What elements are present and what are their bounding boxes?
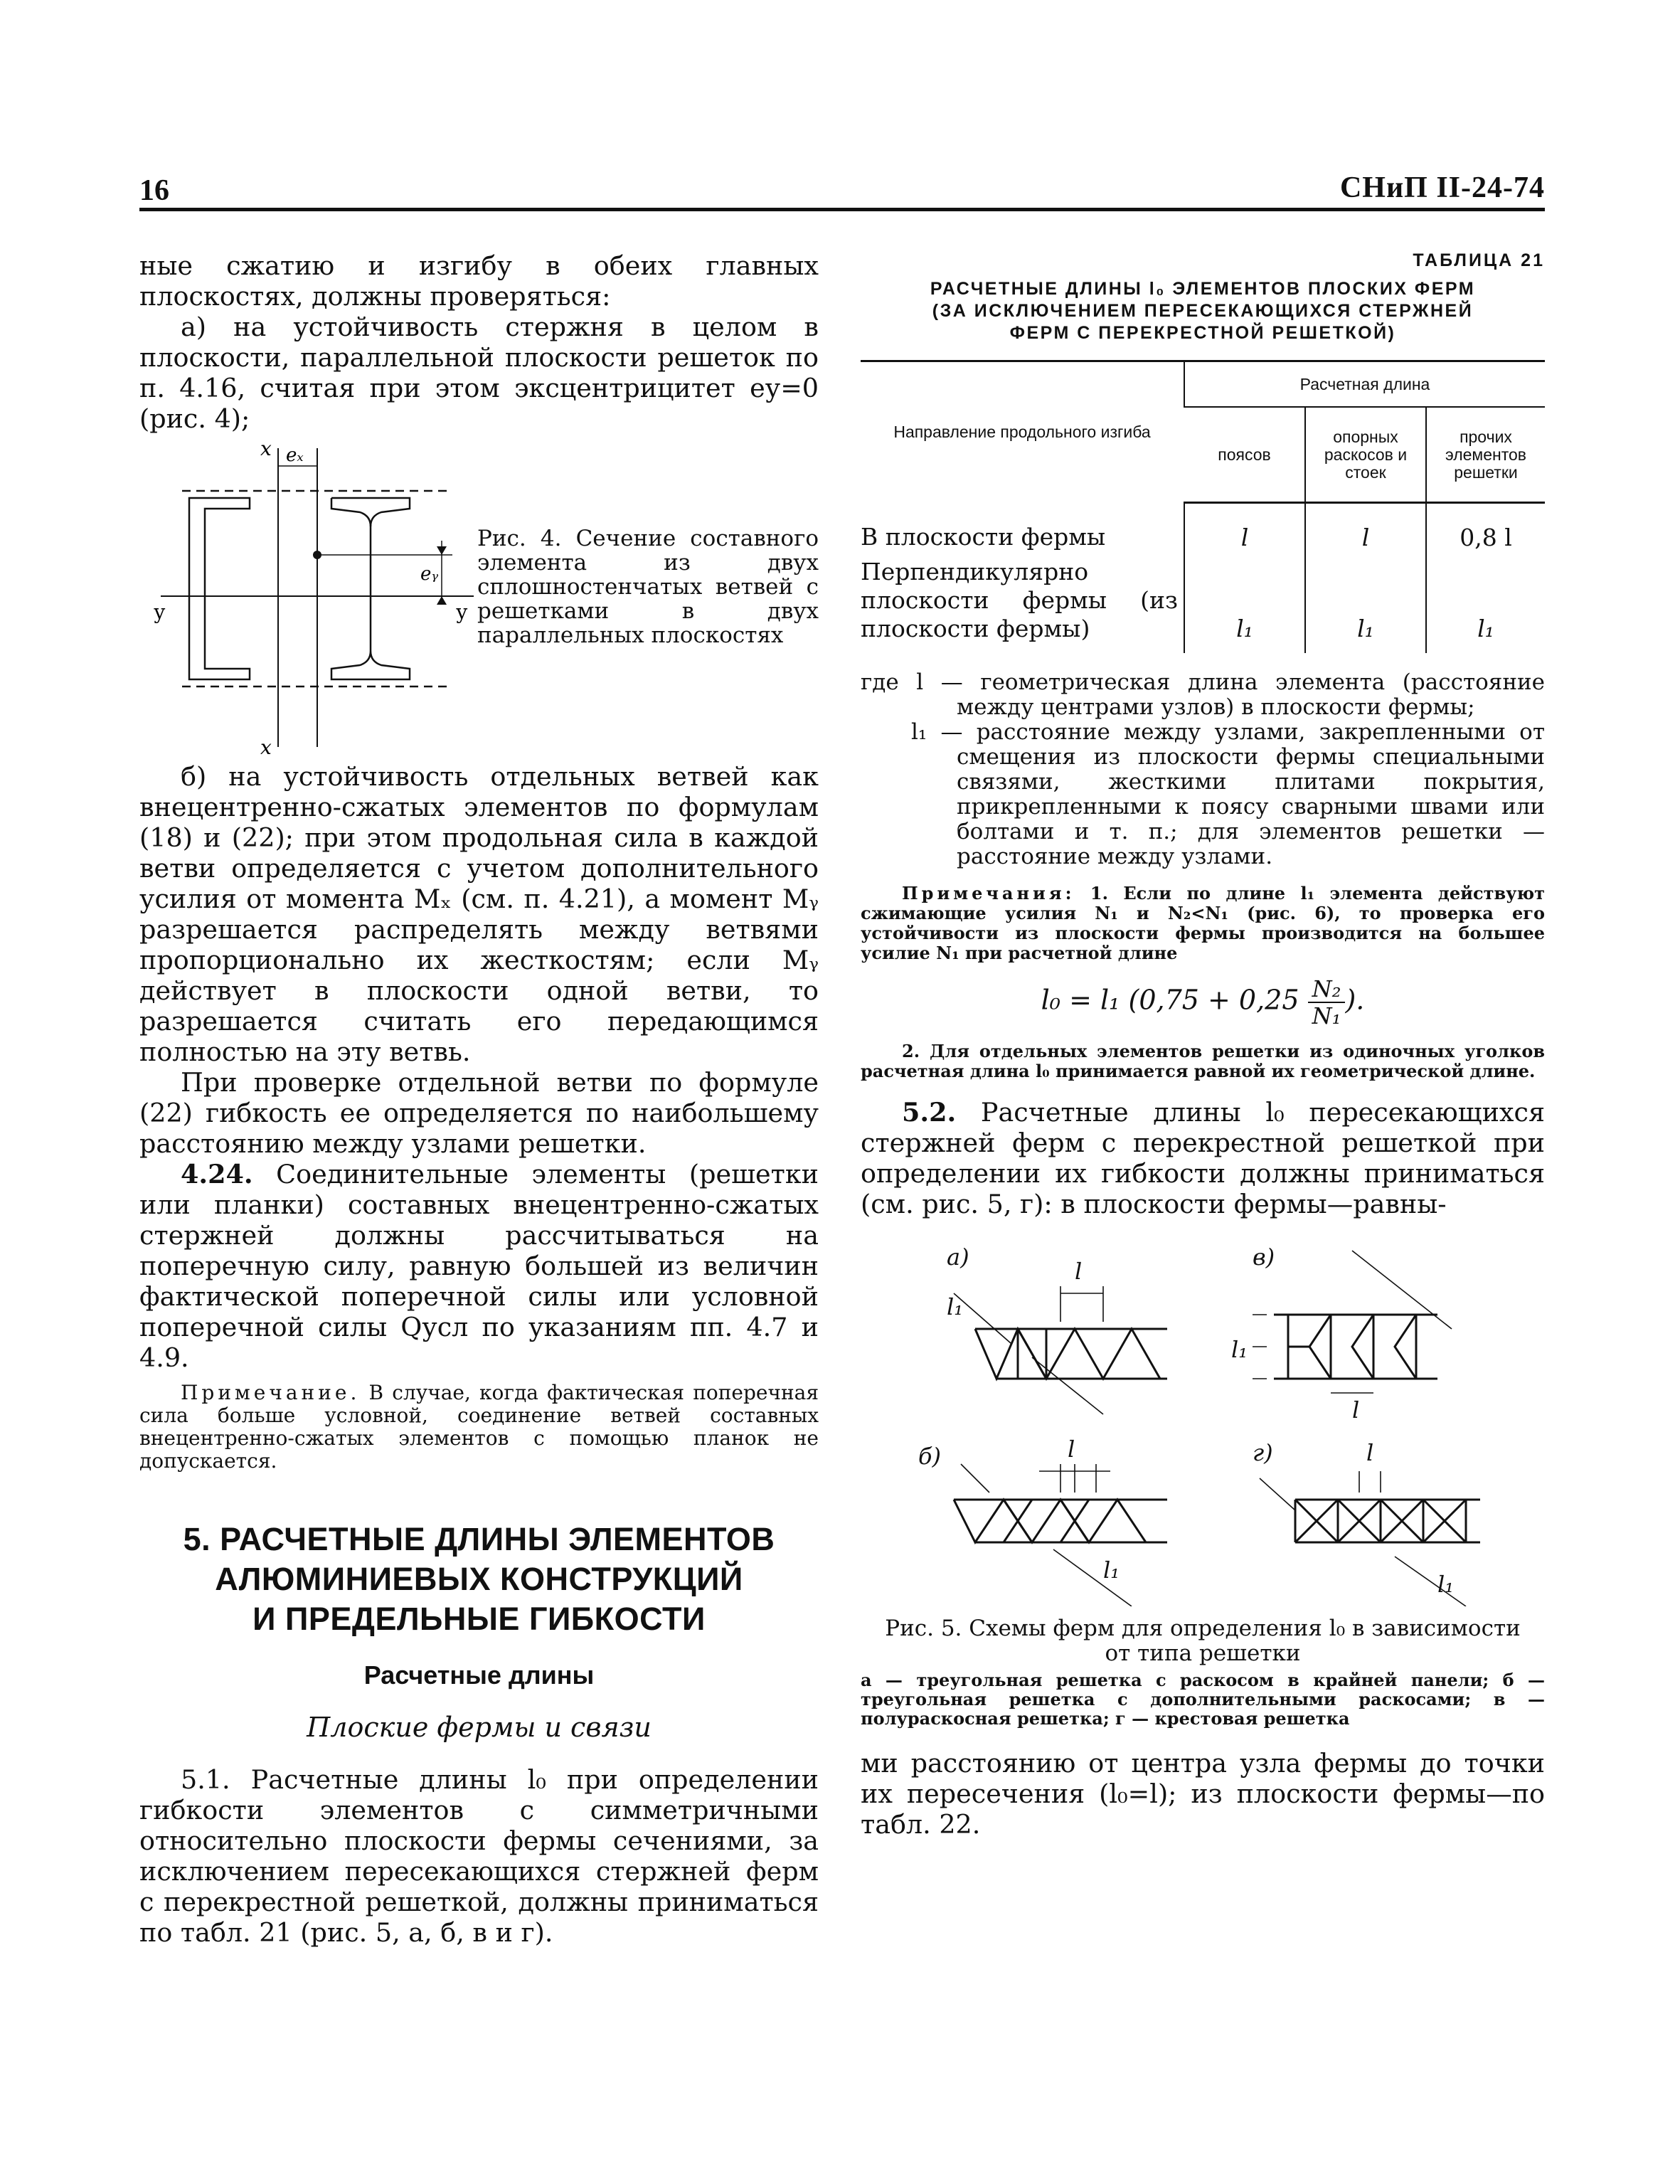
paragraph-4-24 [139,1159,819,1373]
fig5-l1-g: l₁ [1437,1571,1455,1598]
definition-l: где l — геометрическая длина элемента (расстояние между центрами узлов) в плоскости фермы; [861,669,1545,720]
fig5-label-b: б) [918,1443,942,1470]
figure-5-legend: а — треугольная решетка с раскосом в крайней панели; б — треугольная решетка с дополнительными раскосами; в — полураскосная решетка; г — крестовая решетка [861,1670,1545,1729]
table-21 [861,360,1545,653]
right-column [861,250,1545,1840]
document-code: СНиП II-24-74 [1339,171,1545,204]
figure-4-caption: Рис. 4. Сечение составного элемента из двух сплошностенчатых ветвей с решетками в двух параллельных плоскостях [477,526,819,648]
notes-label: Примечания: [902,883,1075,903]
section-title-line-2: АЛЮМИНИЕВЫХ КОНСТРУКЦИЙ [215,1561,743,1597]
table-title-line-2: (ЗА ИСКЛЮЧЕНИЕМ ПЕРЕСЕКАЮЩИХСЯ СТЕРЖНЕЙ [932,301,1474,321]
paragraph-branch-check: При проверке отдельной ветви по формуле (22) гибкость ее определяется по наибольшему расстоянию между узлами решетки. [139,1067,819,1159]
label-ex: eₓ [286,445,304,466]
figure-5-caption-line-2: от типа решетки [1105,1640,1301,1666]
fig5-l-a: l [1075,1258,1083,1285]
figure-4-section-drawing [154,434,481,761]
clause-text: Расчетные длины l₀ пересекающихся стержней ферм с перекрестной решеткой при определении их гибкости должны приниматься (см. рис. 5, г): в плоскости фермы—равны- [861,1097,1545,1219]
table-title-line-1: РАСЧЕТНЫЕ ДЛИНЫ l₀ ЭЛЕМЕНТОВ ПЛОСКИХ ФЕРМ [930,279,1476,299]
paragraph-5-1 [139,1764,819,1948]
table-cell: l₁ [1305,555,1426,653]
fig5-l-v: l [1352,1396,1360,1424]
table-head-col-1: поясов [1184,407,1305,503]
table-head-col-3: прочих элементов решетки [1426,407,1545,503]
table-head-direction: Направление продольного изгиба [861,361,1184,503]
figure-5-caption-line-1: Рис. 5. Схемы ферм для определения l₀ в зависимости [885,1616,1521,1641]
paragraph-5-2-continuation: ми расстоянию от центра узла фермы до точки их пересечения (l₀=l); из плоскости фермы—по табл. 22. [861,1748,1545,1840]
table-notes [861,884,1545,963]
label-y-left: у [154,600,166,624]
table-label: ТАБЛИЦА 21 [1413,250,1545,270]
left-column [139,250,819,1948]
label-x-top: x [260,437,272,460]
page-number: 16 [139,174,169,207]
fig5-label-g: г) [1253,1439,1273,1466]
table-row [861,555,1545,653]
table-row [861,503,1545,556]
header-rule [139,208,1545,211]
formula-fraction [1308,976,1346,1029]
formula-right: ). [1345,984,1365,1016]
table-head-col-2: опорных раскосов и стоек [1305,407,1426,503]
note-4-24 [139,1382,819,1473]
section-title-line-3: И ПРЕДЕЛЬНЫЕ ГИБКОСТИ [252,1601,706,1637]
fig5-l1-v: l₁ [1231,1336,1248,1363]
clause-number: 5.1. [181,1764,230,1795]
section-title-line-1: 5. РАСЧЕТНЫЕ ДЛИНЫ ЭЛЕМЕНТОВ [183,1521,775,1557]
table-cell: l [1305,503,1426,556]
formula-denominator: N₁ [1312,1002,1341,1029]
paragraph-5-2 [861,1097,1545,1219]
fig5-l-b: l [1068,1436,1075,1463]
formula-left: l₀ = l₁ (0,75 + 0,25 [1041,984,1308,1016]
clause-text: Расчетные длины l₀ при определении гибкости элементов с симметричными относительно плоскости фермы сечениями, за исключением пересекающихся стержней ферм с перекрестной решеткой, должны приниматься по табл. 21 (рис. 5, а, б, в и г). [139,1764,819,1948]
table-head-group: Расчетная длина [1184,361,1545,408]
table-title [861,278,1545,344]
table-cell: 0,8 l [1426,503,1545,556]
subsection-italic-title: Плоские фермы и связи [307,1712,652,1743]
figure-4 [139,434,819,761]
note-2-text: 2. Для отдельных элементов решетки из одиночных уголков расчетная длина l₀ принимается равной их геометрической длине. [861,1041,1545,1081]
note-label: Примечание. [181,1381,361,1404]
fig5-label-v: в) [1253,1244,1275,1271]
table-cell: l [1184,503,1305,556]
fig5-label-a: а) [947,1244,969,1271]
table-title-line-3: ФЕРМ С ПЕРЕКРЕСТНОЙ РЕШЕТКОЙ) [1009,323,1396,343]
table-cell-label: В плоскости фермы [861,522,1106,551]
label-y-right: у [456,600,468,624]
definition-l1: l₁ — расстояние между узлами, закрепленными от смещения из плоскости фермы специальными связями, жесткими плитами покрытия, прикрепленными к поясу сварными швами или болтами и т. п.; для элементов решетки — расстояние между узлами. [911,719,1545,869]
fig5-l1-b: l₁ [1103,1557,1120,1584]
figure-5-caption [861,1616,1545,1666]
note-1-text: 1. Если по длине l₁ элемента действуют сжимающие усилия N₁ и N₂<N₁ (рис. 6), то проверка его устойчивости из плоскости фермы производится на большее усилие N₁ при расчетной длине [861,883,1545,963]
paragraph-item-b: б) на устойчивость отдельных ветвей как внецентренно-сжатых элементов по формулам (18) и (22); при этом продольная сила в каждой ветви определяется с учетом дополнительного усилия от момента Mₓ (см. п. 4.21), а момент Mᵧ разрешается распределять между ветвями пропорционально их жесткостям; если Mᵧ действует в плоскости одной ветви, то разрешается считать его передающимся полностью на эту ветвь. [139,761,819,1067]
paragraph-item-a: а) на устойчивость стержня в целом в плоскости, параллельной плоскости решеток по п. 4.16, считая при этом эксцентрицитет eу=0 (рис. 4); [139,312,819,434]
note-text: В случае, когда фактическая поперечная сила больше условной, соединение ветвей составных внецентренно-сжатых элементов с помощью планок не допускается. [139,1381,819,1473]
clause-number: 4.24. [181,1159,253,1189]
subsection-title: Расчетные длины [363,1660,595,1690]
formula-l0 [861,976,1545,1029]
table-cell: l₁ [1184,555,1305,653]
clause-number: 5.2. [902,1097,957,1128]
label-x-bottom: x [260,736,272,759]
clause-text: Соединительные элементы (решетки или планки) составных внецентренно-сжатых стержней должны рассчитываться на поперечную силу, равную большей из величин фактической поперечной силы или условной поперечной силы Qусл по указаниям пп. 4.7 и 4.9. [139,1159,819,1373]
formula-numerator: N₂ [1308,976,1346,1003]
label-ey: eᵧ [420,563,439,585]
fig5-l-g: l [1366,1439,1374,1466]
table-cell-label: Перпендикулярно плоскости фермы (из плоскости фермы) [861,558,1178,642]
figure-5-truss-schemes [897,1236,1509,1606]
table-cell: l₁ [1426,555,1545,653]
fig5-l1-a: l₁ [947,1293,964,1320]
paragraph-continuation: ные сжатию и изгибу в обеих главных плоскостях, должны проверяться: [139,250,819,312]
